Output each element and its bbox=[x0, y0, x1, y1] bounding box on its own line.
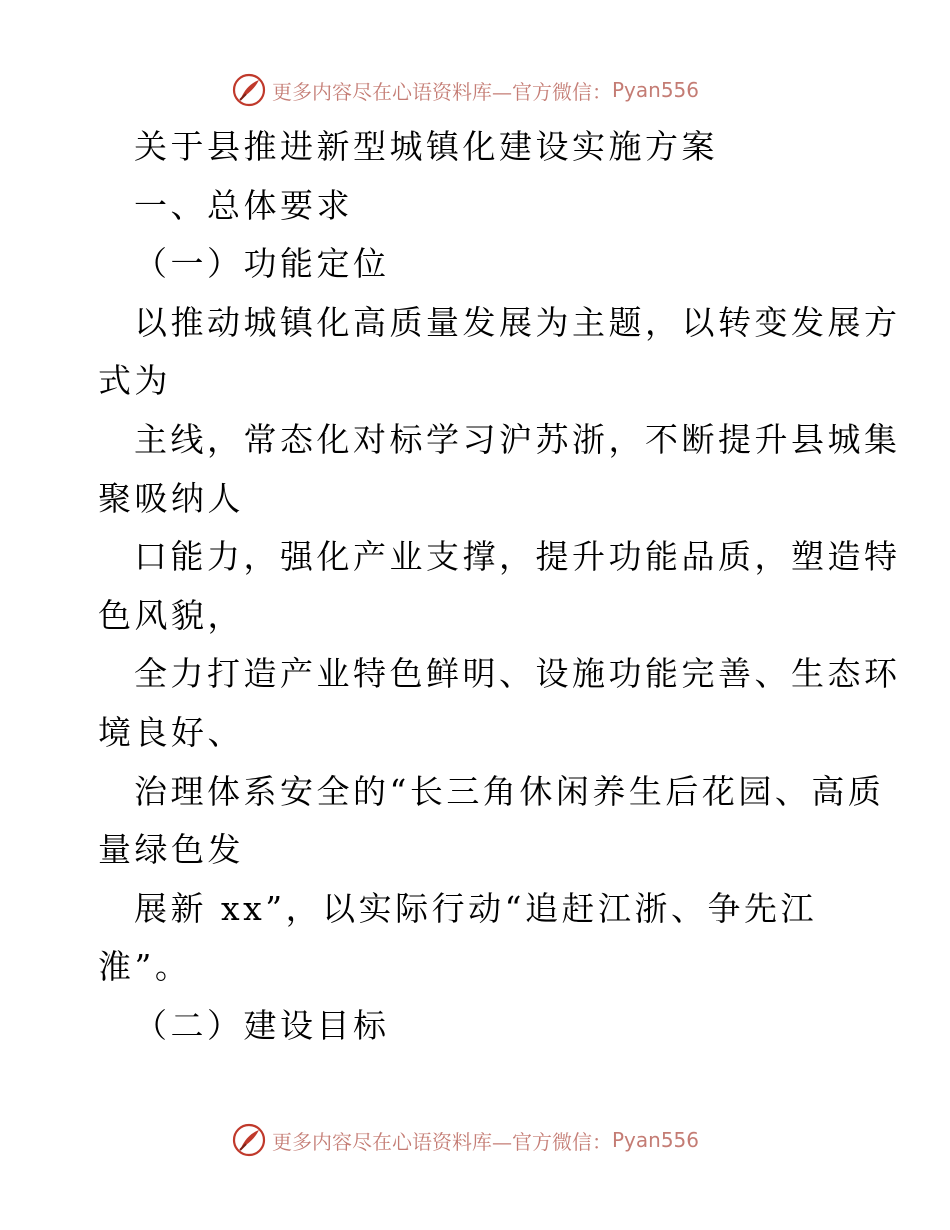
paragraph-line: 淮”。 bbox=[98, 947, 192, 987]
banner-text: 更多内容尽在心语资料库—官方微信： bbox=[272, 1129, 612, 1154]
subsection-heading: （二）建设目标 bbox=[134, 1005, 390, 1045]
paragraph-line: 式为 bbox=[98, 361, 171, 401]
banner-wechat-id: Pyan556 bbox=[612, 1128, 700, 1152]
document-body bbox=[98, 118, 901, 1056]
banner-text: 更多内容尽在心语资料库—官方微信： bbox=[272, 79, 612, 104]
paragraph-line: 量绿色发 bbox=[98, 830, 244, 870]
paragraph-line: 展新 xx”，以实际行动“追赶江浙、争先江 bbox=[134, 888, 817, 928]
paragraph-line: 治理体系安全的“长三角休闲养生后花园、高质 bbox=[134, 771, 885, 811]
paragraph-line: 境良好、 bbox=[98, 712, 244, 752]
feather-pen-logo-icon bbox=[232, 73, 266, 107]
paragraph-line: 以推动城镇化高质量发展为主题，以转变发展方 bbox=[134, 302, 901, 342]
paragraph-line: 全力打造产业特色鲜明、设施功能完善、生态环 bbox=[134, 654, 901, 694]
paragraph-line: 主线，常态化对标学习沪苏浙，不断提升县城集 bbox=[134, 419, 901, 459]
paragraph-line: 聚吸纳人 bbox=[98, 478, 244, 518]
header-watermark-banner bbox=[232, 70, 699, 110]
subsection-heading: （一）功能定位 bbox=[134, 244, 390, 284]
section-heading: 一、总体要求 bbox=[134, 185, 353, 225]
footer-watermark-banner bbox=[232, 1120, 699, 1160]
document-title: 关于县推进新型城镇化建设实施方案 bbox=[134, 127, 718, 166]
feather-pen-logo-icon bbox=[232, 1123, 266, 1157]
paragraph-line: 色风貌， bbox=[98, 595, 244, 635]
banner-wechat-id: Pyan556 bbox=[612, 78, 700, 102]
paragraph-line: 口能力，强化产业支撑，提升功能品质，塑造特 bbox=[134, 537, 901, 577]
